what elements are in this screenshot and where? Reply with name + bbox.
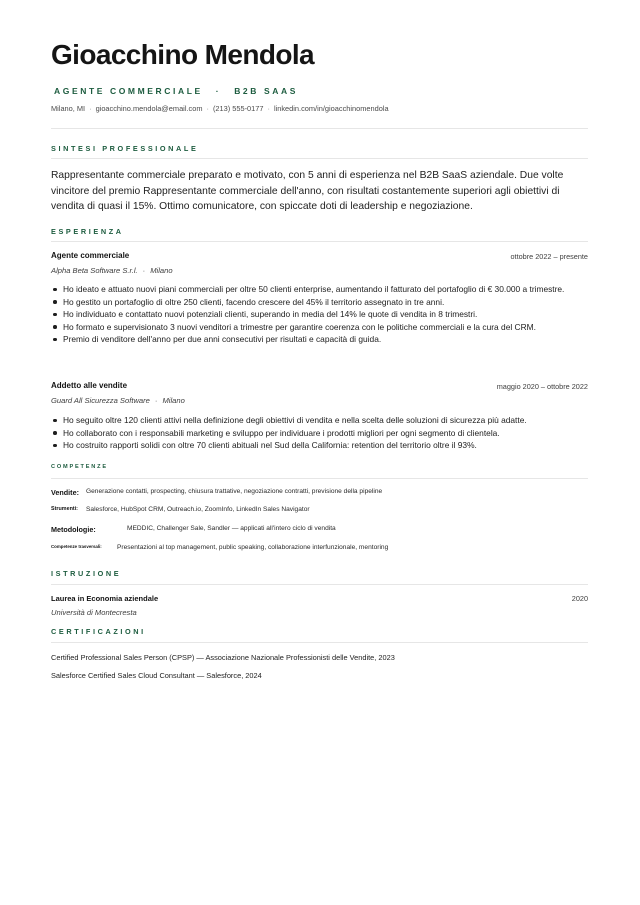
job-bullet: Premio di venditore dell'anno per due anni consecutivi per risultati e capacità di guida. [51,333,591,346]
contact-separator: · [267,104,270,113]
job-company: Alpha Beta Software S.r.l. [51,266,138,275]
headline-niche: B2B SAAS [234,86,298,96]
job-bullet: Ho gestito un portafoglio di oltre 250 clienti, facendo crescere del 45% il territorio assegnato in tre anni. [51,296,591,309]
contact-email[interactable]: gioacchino.mendola@email.com [95,104,203,113]
skill-value: Generazione contatti, prospecting, chiusura trattative, negoziazione contratti, previsione della pipeline [86,488,383,495]
contact-separator: · [206,104,209,113]
job-company-line [51,266,173,275]
job-bullet: Ho collaborato con i responsabili marketing e sviluppo per individuare i prodotti migliori per ogni segmento di clientela. [51,427,591,440]
skill-label: Vendite: [51,488,79,497]
headline-separator: · [215,86,222,96]
education-divider [51,584,588,585]
headline [54,86,298,96]
job-title: Addetto alle vendite [51,381,128,390]
contact-location: Milano, MI [51,104,86,113]
skill-value: Salesforce, HubSpot CRM, Outreach.io, ZoomInfo, LinkedIn Sales Navigator [86,506,310,513]
job-title: Agente commerciale [51,251,130,260]
job-location: Milano [162,396,185,405]
education-school: Università di Montecresta [51,608,137,617]
education-year: 2020 [571,594,588,603]
section-title-experience: ESPERIENZA [51,227,124,236]
skill-value: MEDDIC, Challenger Sale, Sandler — applicati all'intero ciclo di vendita [127,525,336,532]
job-bullets [51,283,591,346]
candidate-name: Gioacchino Mendola [51,39,315,70]
job-bullet: Ho costruito rapporti solidi con oltre 70 clienti abituali nel Sud della California: retention del territorio oltre il 93%. [51,439,591,452]
contact-separator: · [89,104,92,113]
skills-divider [51,478,588,479]
company-separator: · [142,266,146,275]
job-dates: maggio 2020 – ottobre 2022 [496,382,588,391]
company-separator: · [154,396,158,405]
section-title-summary: SINTESI PROFESSIONALE [51,144,199,153]
job-company: Guard All Sicurezza Software [51,396,150,405]
contact-phone: (213) 555-0177 [212,104,264,113]
certification-item: Salesforce Certified Sales Cloud Consultant — Salesforce, 2024 [51,671,262,680]
job-bullet: Ho individuato e contattato nuovi potenziali clienti, superando in media del 14% le quote di vendita in 8 trimestri. [51,308,591,321]
job-bullet: Ho formato e supervisionato 3 nuovi venditori a trimestre per garantire coerenza con le politiche commerciali e la cura del CRM. [51,321,591,334]
job-bullet: Ho ideato e attuato nuovi piani commerciali per oltre 50 clienti enterprise, aumentando il fatturato del portafoglio di € 30.000 a trimestre. [51,283,591,296]
contact-line [51,104,389,113]
job-company-line [51,396,185,405]
summary-text: Rappresentante commerciale preparato e motivato, con 5 anni di esperienza nel B2B SaaS aziendale. Due volte vincitore del premio Rappresentante commerciale dell'anno, con risultati costantemente superiori agli obiettivi di vendita di quasi il 15%. Ottimo comunicatore, con spiccate doti di leadership e negoziazione. [51,170,564,212]
skill-label: Competenze trasversali: [51,544,102,549]
experience-divider [51,241,588,242]
certifications-divider [51,642,588,643]
job-location: Milano [150,266,173,275]
headline-role: AGENTE COMMERCIALE [54,86,203,96]
section-title-skills: COMPETENZE [51,464,108,470]
certification-item: Certified Professional Sales Person (CPSP) — Associazione Nazionale Professionisti delle Vendite, 2023 [51,653,395,662]
skill-label: Strumenti: [51,506,78,512]
section-title-certifications: CERTIFICAZIONI [51,627,146,636]
skill-label: Metodologie: [51,525,96,534]
skill-value: Presentazioni al top management, public speaking, collaborazione interfunzionale, mentoring [117,544,389,551]
section-title-education: ISTRUZIONE [51,569,122,578]
summary-divider [51,158,588,159]
education-degree: Laurea in Economia aziendale [51,594,159,603]
contact-linkedin[interactable]: linkedin.com/in/gioacchinomendola [273,104,389,113]
header-divider [51,128,588,129]
job-bullets [51,414,591,452]
job-dates: ottobre 2022 – presente [510,252,588,261]
job-bullet: Ho seguito oltre 120 clienti attivi nella definizione degli obiettivi di vendita e nella scelta delle soluzioni di sicurezza più adatte. [51,414,591,427]
